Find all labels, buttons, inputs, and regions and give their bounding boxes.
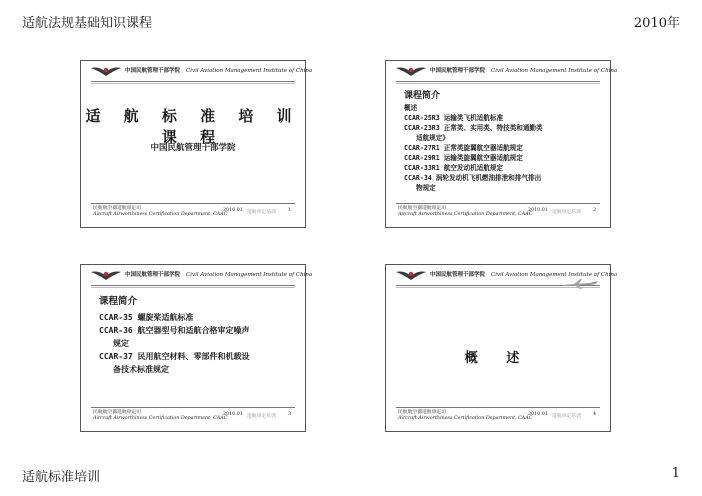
- footer-rule: [91, 203, 295, 204]
- slide-banner: 中国民航管理干部学院 Civil Aviation Management Institute of China: [430, 272, 618, 278]
- list-item: CCAR-34 涡轮发动机飞机燃油排泄和排气排出 物规定: [404, 174, 542, 192]
- slide-number: 3: [287, 412, 291, 417]
- slide-number: 1: [287, 208, 291, 213]
- list-item: CCAR-23R3 正常类、实用类、特技类和通勤类 适航规定》: [404, 124, 543, 142]
- wings-logo-icon: [91, 64, 121, 78]
- slide-number: 2: [592, 208, 596, 213]
- slide-4: [385, 264, 618, 432]
- slide-subtitle: 中国民航管理干部学院: [150, 143, 236, 153]
- list-item: CCAR-29R1 运输类旋翼航空器适航规定: [404, 154, 523, 162]
- slide-banner: 中国民航管理干部学院 Civil Aviation Management Institute of China: [430, 68, 618, 74]
- list-item: 概述: [404, 104, 418, 112]
- slide-title: 概 述: [464, 351, 532, 366]
- slide-content: [99, 293, 293, 376]
- list-item: CCAR-27R1 正常类旋翼航空器适航规定: [404, 144, 523, 152]
- slide-2: [385, 60, 618, 228]
- slide-footer-date: 2010.01: [528, 412, 548, 417]
- slide-3: [80, 264, 313, 432]
- footer-rule: [396, 203, 600, 204]
- list-item: CCAR-25R3 运输类飞机适航标准: [404, 114, 504, 122]
- banner-rule-thin: [396, 83, 600, 84]
- slide-footer-org: 民航航空器适航审定司 Aircraft Airworthiness Certification Department, CAAC: [93, 206, 228, 217]
- page-header-right: 2010年: [633, 16, 680, 31]
- footer-rule: [396, 407, 600, 408]
- slide-footer-course: 适航审定培训: [247, 414, 276, 419]
- slide-footer-org: 民航航空器适航审定司 Aircraft Airworthiness Certification Department, CAAC: [398, 410, 533, 421]
- page-header-left: 适航法规基础知识课程: [22, 16, 153, 31]
- slide-title: 适 航 标 准 培 训 课 程: [85, 107, 301, 146]
- page-footer-left: 适航标准培训: [22, 470, 101, 485]
- banner-rule-thin: [91, 287, 295, 288]
- slide-footer-org: 民航航空器适航审定司 Aircraft Airworthiness Certification Department, CAAC: [93, 410, 228, 421]
- slide-number: 4: [592, 412, 596, 417]
- slide-footer-date: 2010.01: [223, 412, 243, 417]
- slide-footer-org: 民航航空器适航审定司 Aircraft Airworthiness Certification Department, CAAC: [398, 206, 533, 217]
- slide-banner: 中国民航管理干部学院 Civil Aviation Management Institute of China: [125, 272, 313, 278]
- banner-rule: [91, 285, 295, 286]
- slide-1: [80, 60, 313, 228]
- list-item: CCAR-35 螺旋桨适航标准: [99, 313, 194, 322]
- banner-rule-thin: [91, 83, 295, 84]
- list-item: CCAR-36 航空器型号和适航合格审定噪声 规定: [99, 326, 250, 348]
- airplane-icon: [560, 278, 600, 290]
- banner-rule: [91, 81, 295, 82]
- slide-footer-course: 适航审定培训: [247, 210, 276, 215]
- wings-logo-icon: [91, 268, 121, 282]
- slide-footer-course: 适航审定培训: [552, 414, 581, 419]
- list-item: CCAR-37 民用航空材料、零部件和机载设 备技术标准规定: [99, 352, 250, 374]
- list-item: CCAR-33R1 航空发动机适航规定: [404, 164, 504, 172]
- banner-rule: [396, 81, 600, 82]
- slide-footer-date: 2010.01: [528, 208, 548, 213]
- slide-heading: 课程简介: [99, 296, 138, 307]
- footer-rule: [91, 407, 295, 408]
- slide-banner: 中国民航管理干部学院 Civil Aviation Management Institute of China: [125, 68, 313, 74]
- wings-logo-icon: [396, 64, 426, 78]
- slide-content: [404, 88, 598, 193]
- slide-heading: 课程简介: [404, 91, 441, 101]
- wings-logo-icon: [396, 268, 426, 282]
- page-number: 1: [671, 466, 680, 481]
- slide-footer-course: 适航审定培训: [552, 210, 581, 215]
- slide-footer-date: 2010.01: [223, 208, 243, 213]
